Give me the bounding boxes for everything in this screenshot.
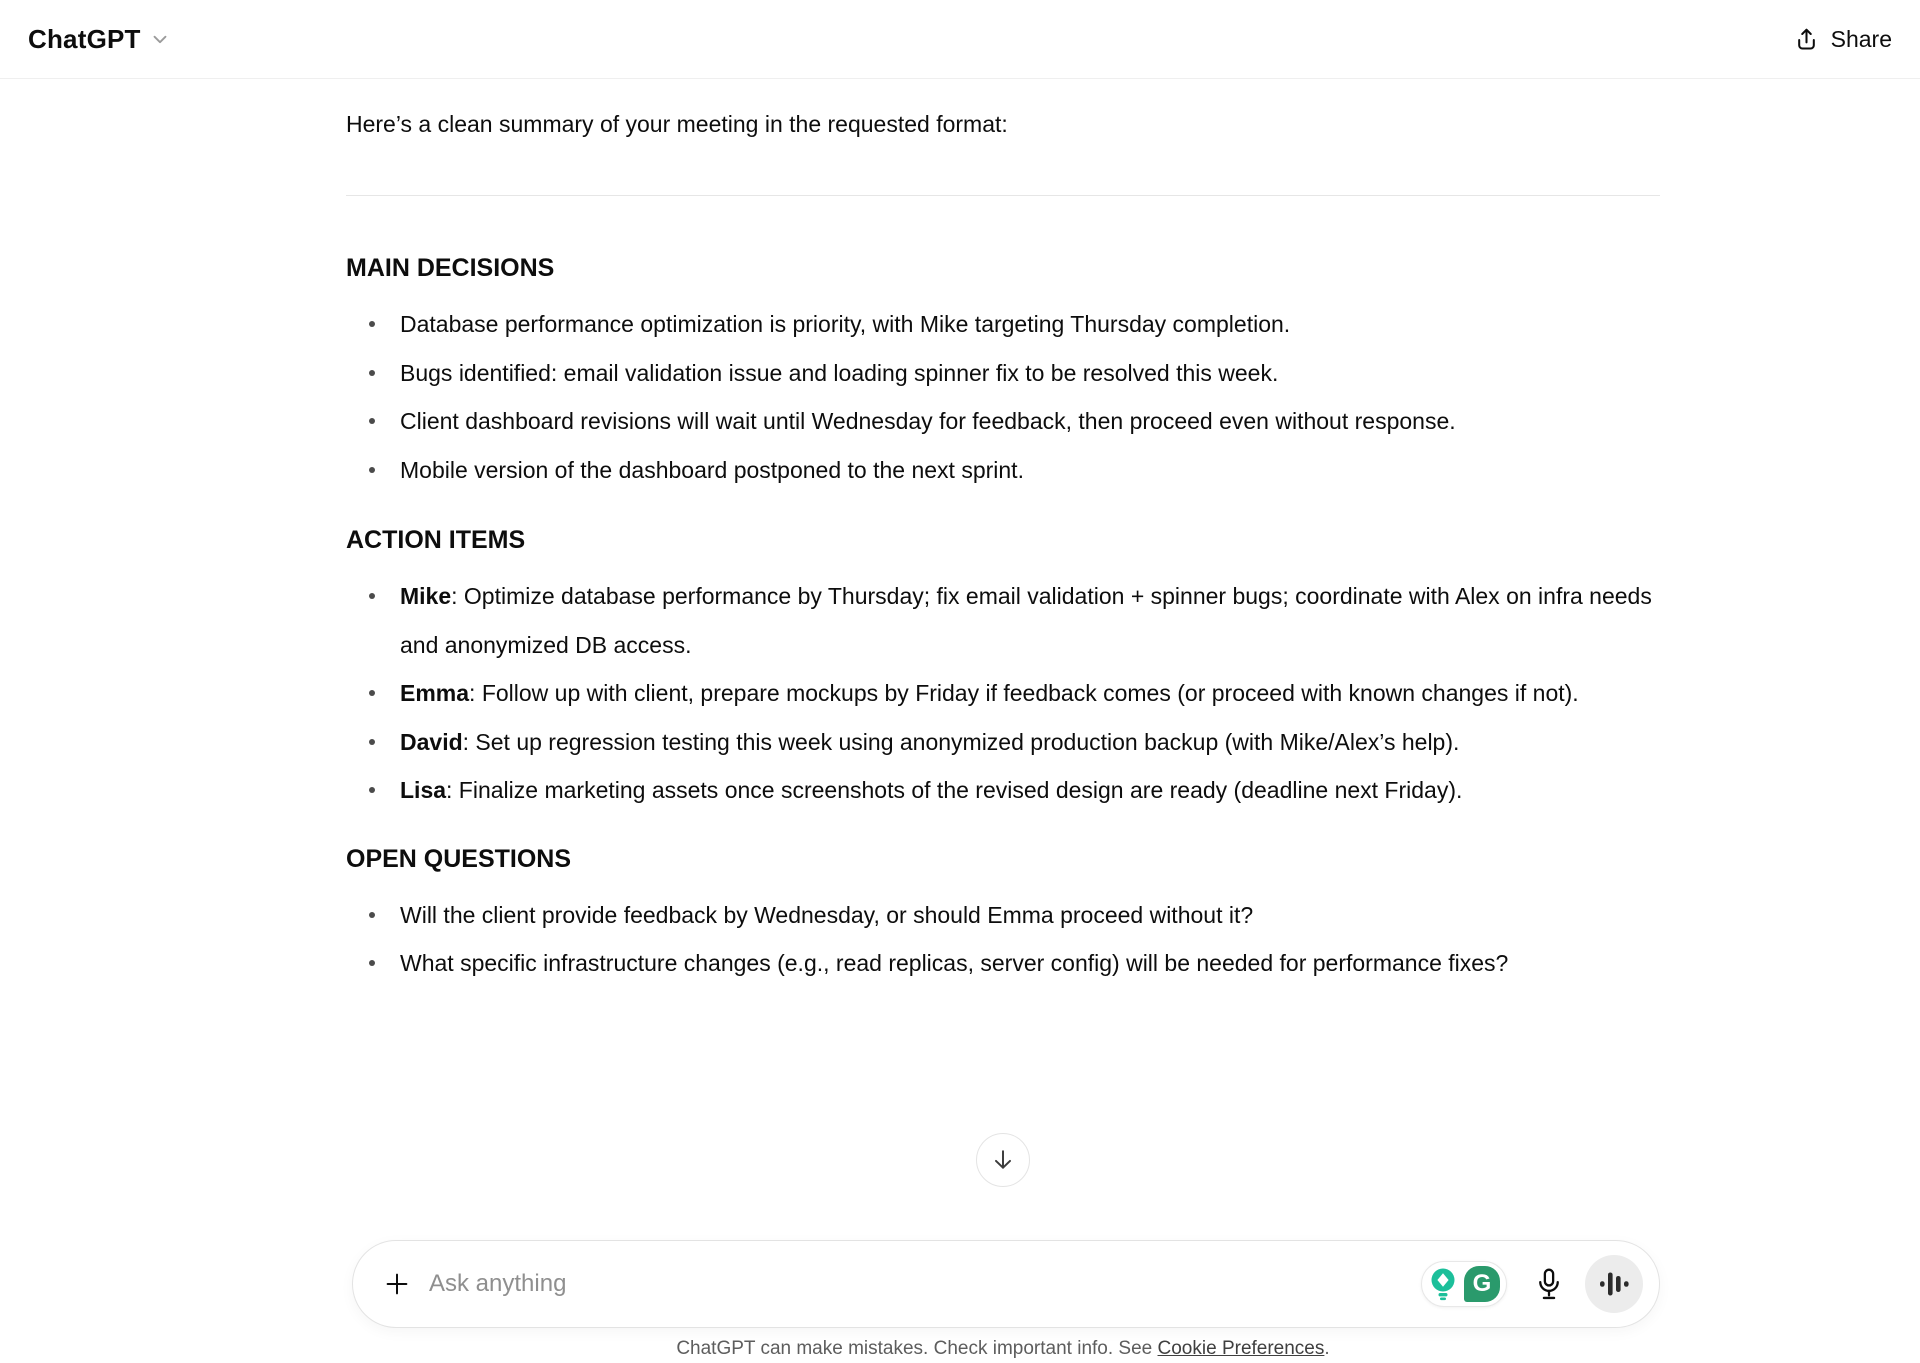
dictate-button[interactable] bbox=[1525, 1260, 1573, 1308]
microphone-icon bbox=[1534, 1267, 1564, 1301]
action-owner: Mike bbox=[400, 583, 452, 609]
section-title-action-items: ACTION ITEMS bbox=[346, 526, 526, 554]
grammarly-suggestions-button[interactable] bbox=[1426, 1266, 1460, 1302]
message-intro: Here’s a clean summary of your meeting in the requested format: bbox=[346, 111, 1008, 137]
disclaimer bbox=[346, 1337, 1660, 1361]
audio-waveform-icon bbox=[1597, 1269, 1631, 1299]
section-title-main-decisions: MAIN DECISIONS bbox=[346, 254, 555, 282]
top-bar bbox=[0, 0, 1920, 79]
list-item: Mobile version of the dashboard postponed to the next sprint. bbox=[346, 446, 1660, 495]
action-items-list bbox=[346, 572, 1660, 815]
action-owner: Emma bbox=[400, 680, 470, 706]
action-owner: Lisa bbox=[400, 777, 447, 803]
divider bbox=[346, 195, 1660, 196]
list-item: Database performance optimization is priority, with Mike targeting Thursday completion. bbox=[346, 300, 1660, 349]
list-item bbox=[346, 572, 1660, 669]
share-label: Share bbox=[1830, 25, 1892, 52]
share-icon bbox=[1793, 26, 1820, 53]
arrow-down-icon bbox=[989, 1146, 1017, 1174]
lightbulb-sparkle-icon bbox=[1426, 1266, 1460, 1302]
disclaimer-period: . bbox=[1324, 1338, 1330, 1359]
list-item: What specific infrastructure changes (e.g., read replicas, server config) will be needed for performance fixes? bbox=[346, 939, 1660, 988]
app-title: ChatGPT bbox=[28, 23, 141, 54]
share-button[interactable] bbox=[1793, 26, 1892, 53]
message-input[interactable] bbox=[429, 1270, 1421, 1298]
list-item bbox=[346, 669, 1660, 718]
action-text: : Optimize database performance by Thursday; fix email validation + spinner bugs; coordinate with Alex on infra needs and anonymized DB access. bbox=[400, 583, 1652, 658]
grammarly-g-icon: G bbox=[1464, 1266, 1500, 1302]
model-switcher-button[interactable] bbox=[28, 24, 171, 55]
list-item: Will the client provide feedback by Wednesday, or should Emma proceed without it? bbox=[346, 891, 1660, 940]
action-text: : Follow up with client, prepare mockups by Friday if feedback comes (or proceed with known changes if not). bbox=[469, 680, 1579, 706]
composer bbox=[352, 1240, 1660, 1328]
action-owner: David bbox=[400, 728, 463, 755]
list-item bbox=[346, 718, 1660, 767]
scroll-to-bottom-button[interactable] bbox=[976, 1133, 1030, 1187]
main-decisions-list bbox=[346, 300, 1660, 494]
plus-icon bbox=[382, 1269, 412, 1299]
voice-mode-button[interactable] bbox=[1585, 1255, 1643, 1313]
section-title-open-questions: OPEN QUESTIONS bbox=[346, 844, 572, 873]
list-item: Client dashboard revisions will wait until Wednesday for feedback, then proceed even without response. bbox=[346, 397, 1660, 446]
action-text: : Set up regression testing this week using anonymized production backup (with Mike/Alex’s help). bbox=[462, 728, 1460, 755]
list-item: Bugs identified: email validation issue and loading spinner fix to be resolved this week. bbox=[346, 349, 1660, 398]
grammarly-extension-widget bbox=[1421, 1261, 1507, 1307]
disclaimer-text: ChatGPT can make mistakes. Check important info. See bbox=[676, 1338, 1158, 1359]
assistant-message bbox=[346, 79, 1660, 988]
chevron-down-icon bbox=[149, 28, 171, 50]
list-item bbox=[346, 766, 1660, 815]
attach-button[interactable] bbox=[373, 1260, 421, 1308]
grammarly-logo-button[interactable] bbox=[1464, 1266, 1500, 1302]
open-questions-list bbox=[346, 891, 1660, 988]
action-text: : Finalize marketing assets once screenshots of the revised design are ready (deadline next Friday). bbox=[446, 777, 1463, 803]
cookie-preferences-link[interactable]: Cookie Preferences bbox=[1157, 1338, 1325, 1359]
